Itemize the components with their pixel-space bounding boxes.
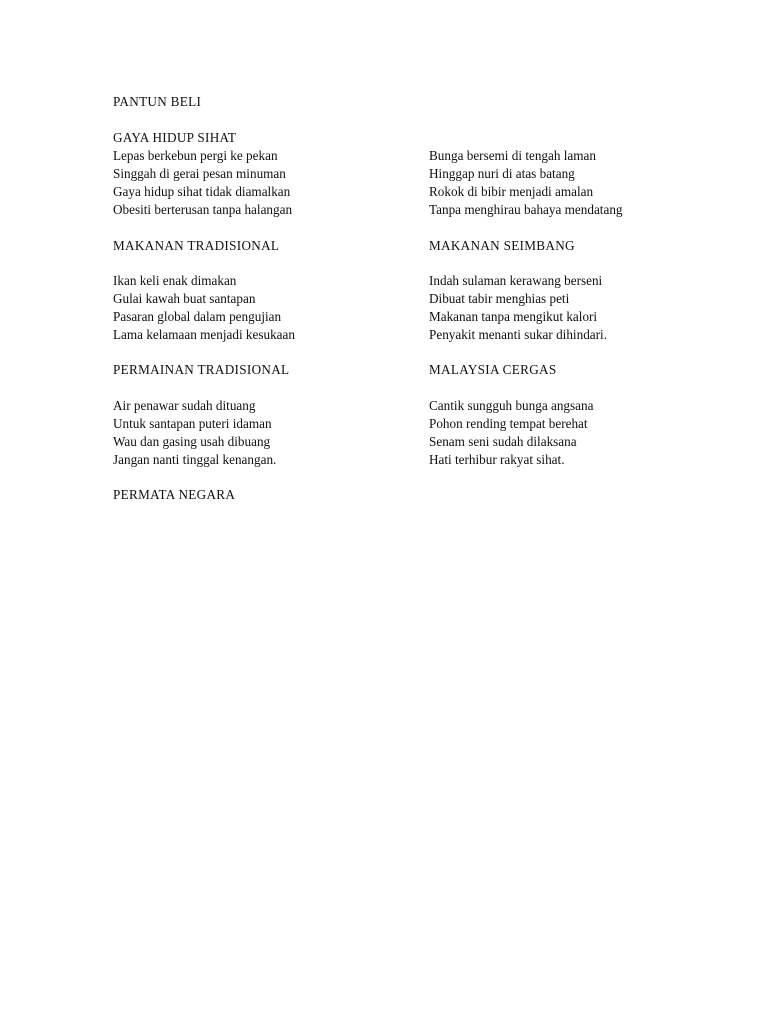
stanza-bunga-bersemi bbox=[429, 147, 623, 219]
stanza-line: Makanan tanpa mengikut kalori bbox=[429, 309, 598, 324]
stanza-line: Cantik sungguh bunga angsana bbox=[429, 398, 594, 413]
stanza-line: Obesiti berterusan tanpa halangan bbox=[113, 202, 293, 217]
stanza-line: Lepas berkebun pergi ke pekan bbox=[113, 148, 278, 163]
stanza-line: Singgah di gerai pesan minuman bbox=[113, 166, 286, 181]
section-heading-makanan-tradisional: MAKANAN TRADISIONAL bbox=[113, 238, 280, 253]
stanza-line: Hati terhibur rakyat sihat. bbox=[429, 452, 565, 467]
stanza-makanan-tradisional bbox=[113, 272, 295, 344]
stanza-permainan-tradisional bbox=[113, 397, 276, 469]
stanza-line: Dibuat tabir menghias peti bbox=[429, 291, 570, 306]
stanza-line: Tanpa menghirau bahaya mendatang bbox=[429, 202, 623, 217]
section-heading-makanan-seimbang: MAKANAN SEIMBANG bbox=[429, 238, 575, 253]
stanza-line: Senam seni sudah dilaksana bbox=[429, 434, 577, 449]
stanza-line: Bunga bersemi di tengah laman bbox=[429, 148, 596, 163]
stanza-line: Pohon rending tempat berehat bbox=[429, 416, 588, 431]
section-heading-permainan-tradisional: PERMAINAN TRADISIONAL bbox=[113, 362, 290, 377]
section-heading-permata-negara: PERMATA NEGARA bbox=[113, 487, 236, 502]
section-heading-malaysia-cergas: MALAYSIA CERGAS bbox=[429, 362, 557, 377]
stanza-line: Rokok di bibir menjadi amalan bbox=[429, 184, 594, 199]
stanza-line: Gaya hidup sihat tidak diamalkan bbox=[113, 184, 291, 199]
stanza-line: Jangan nanti tinggal kenangan. bbox=[113, 452, 277, 467]
stanza-line: Penyakit menanti sukar dihindari. bbox=[429, 327, 607, 342]
stanza-malaysia-cergas bbox=[429, 397, 593, 469]
stanza-line: Ikan keli enak dimakan bbox=[113, 273, 237, 288]
stanza-line: Indah sulaman kerawang berseni bbox=[429, 273, 603, 288]
stanza-line: Gulai kawah buat santapan bbox=[113, 291, 256, 306]
stanza-gaya-hidup-sihat bbox=[113, 147, 292, 219]
section-heading-gaya-hidup-sihat: GAYA HIDUP SIHAT bbox=[113, 130, 237, 145]
stanza-line: Wau dan gasing usah dibuang bbox=[113, 434, 271, 449]
stanza-makanan-seimbang bbox=[429, 272, 607, 344]
stanza-line: Air penawar sudah dituang bbox=[113, 398, 256, 413]
stanza-line: Pasaran global dalam pengujian bbox=[113, 309, 282, 324]
stanza-line: Lama kelamaan menjadi kesukaan bbox=[113, 327, 295, 342]
stanza-line: Hinggap nuri di atas batang bbox=[429, 166, 575, 181]
document-title: PANTUN BELI bbox=[113, 94, 202, 109]
stanza-line: Untuk santapan puteri idaman bbox=[113, 416, 272, 431]
